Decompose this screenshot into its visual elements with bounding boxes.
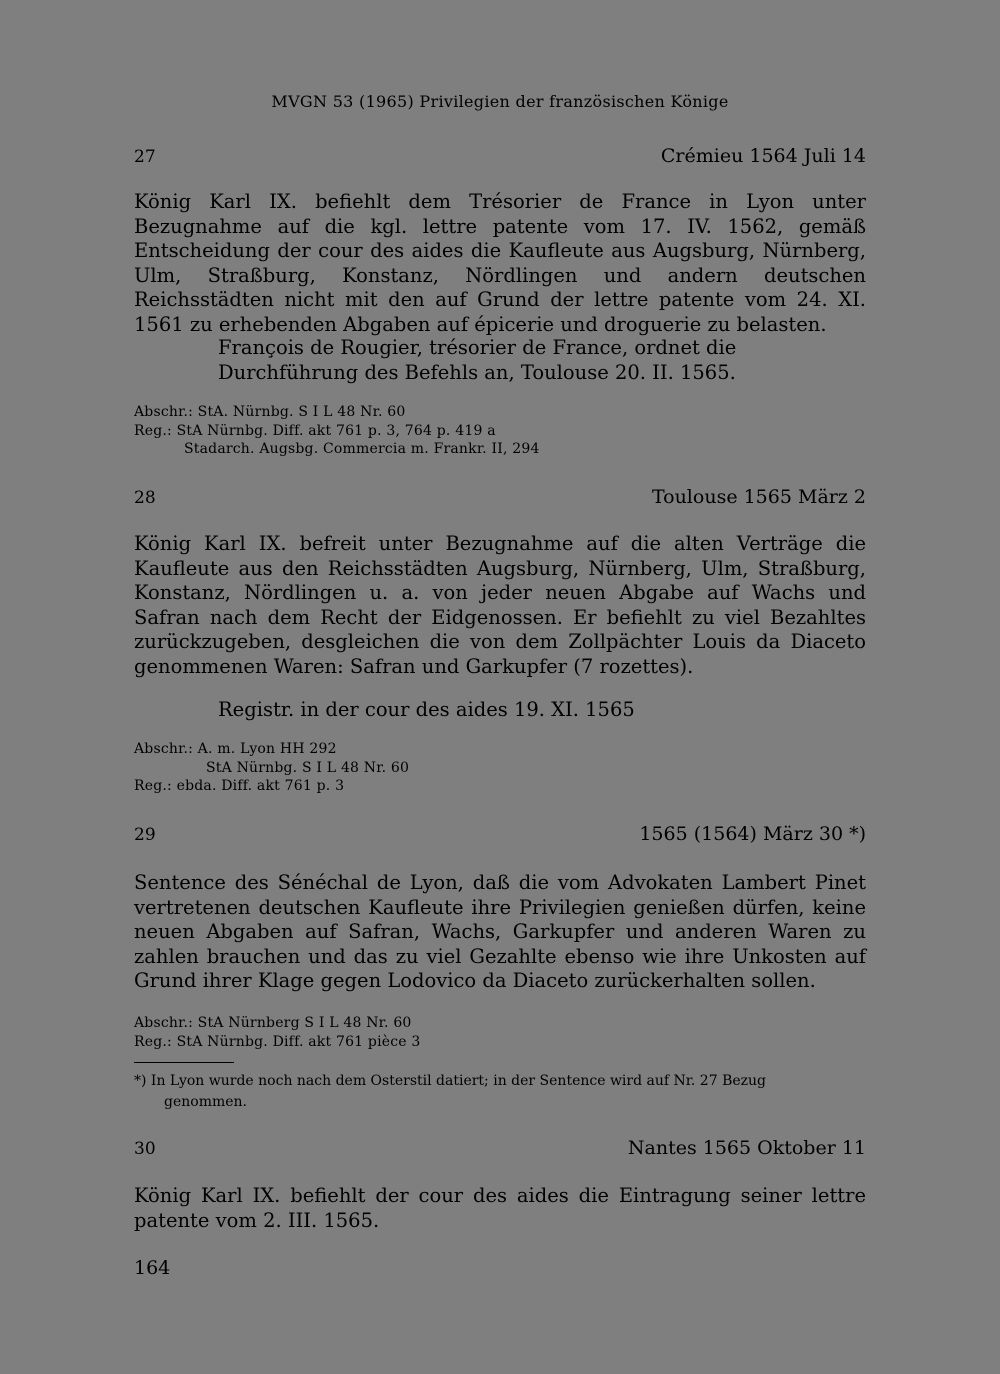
footnote-line: genommen. <box>164 1094 247 1110</box>
entry-27-heading <box>134 145 866 167</box>
source-line: Abschr.: A. m. Lyon HH 292 <box>134 741 337 757</box>
entry-28-heading <box>134 486 866 508</box>
entry-28-note: Registr. in der cour des aides 19. XI. 1565 <box>218 698 635 721</box>
entry-27-text: König Karl IX. befiehlt dem Trésorier de France in Lyon unter Bezugnahme auf die kgl. lettre patente vom 17. IV. 1562, gemäß Entscheidung der cour des aides die Kaufleute aus Augsburg, Nürnberg, Ulm, Straßburg, Konstanz, Nördlingen und andern deutschen Reichsstädten nicht mit den auf Grund der lettre patente vom 24. XI. 1561 zu erhebenden Abgaben auf épicerie und droguerie zu belasten. <box>134 190 866 336</box>
source-line: Reg.: StA Nürnbg. Diff. akt 761 p. 3, 764 p. 419 a <box>134 422 496 439</box>
entry-29-sources <box>134 1014 866 1051</box>
source-line: Reg.: StA Nürnbg. Diff. akt 761 pièce 3 <box>134 1033 421 1050</box>
source-line: Abschr.: StA Nürnberg S I L 48 Nr. 60 <box>134 1015 412 1031</box>
page-number: 164 <box>134 1257 171 1279</box>
footnote-divider <box>134 1062 234 1063</box>
source-line: Stadarch. Augsbg. Commercia m. Frankr. II, 294 <box>184 441 540 457</box>
running-header: MVGN 53 (1965) Privilegien der französischen Könige <box>271 92 729 111</box>
entry-place-date: Nantes 1565 Oktober 11 <box>627 1137 866 1159</box>
entry-29-text: Sentence des Sénéchal de Lyon, daß die vom Advokaten Lambert Pinet vertretenen deutschen Kaufleute ihre Privilegien genießen dürfen, keine neuen Abgaben auf Safran, Wachs, Garkupfer und anderen Waren zu zahlen brauchen und das zu viel Gezahlte ebenso wie ihre Unkosten auf Grund ihrer Klage gegen Lodovico da Diaceto zurückerhalten sollen. <box>134 871 866 992</box>
entry-place-date: Crémieu 1564 Juli 14 <box>660 145 866 167</box>
footnote <box>134 1071 866 1113</box>
source-line: Reg.: ebda. Diff. akt 761 p. 3 <box>134 778 345 794</box>
entry-29-heading <box>134 823 866 845</box>
entry-number: 29 <box>134 825 156 845</box>
entry-number: 27 <box>134 147 156 167</box>
entry-number: 28 <box>134 488 156 508</box>
entry-28-sources <box>134 740 866 796</box>
source-line: StA Nürnbg. S I L 48 Nr. 60 <box>206 759 410 776</box>
entry-28-text: König Karl IX. befreit unter Bezugnahme auf die alten Verträge die Kaufleute aus den Reichsstädten Augsburg, Nürnberg, Ulm, Straßburg, Konstanz, Nördlingen u. a. von jeder neuen Abgabe auf Wachs und Safran nach dem Recht der Eidgenossen. Er befiehlt zu viel Bezahltes zurückzugeben, desgleichen die von dem Zollpächter Louis da Diaceto genommenen Waren: Safran und Garkupfer (7 rozettes). <box>134 532 866 678</box>
source-line: Abschr.: StA. Nürnbg. S I L 48 Nr. 60 <box>134 404 406 420</box>
entry-30-heading <box>134 1137 866 1159</box>
entry-27-sources <box>134 403 866 459</box>
entry-30-text: König Karl IX. befiehlt der cour des aides die Eintragung seiner lettre patente vom 2. III. 1565. <box>134 1184 866 1232</box>
entry-number: 30 <box>134 1139 156 1159</box>
entry-27-note: François de Rougier, trésorier de France, ordnet die Durchführung des Befehls an, Toulouse 20. II. 1565. <box>218 336 737 384</box>
entry-place-date: Toulouse 1565 März 2 <box>651 486 866 508</box>
footnote-line: *) In Lyon wurde noch nach dem Osterstil datiert; in der Sentence wird auf Nr. 27 Bezug <box>134 1073 767 1089</box>
entry-place-date: 1565 (1564) März 30 *) <box>639 823 866 845</box>
